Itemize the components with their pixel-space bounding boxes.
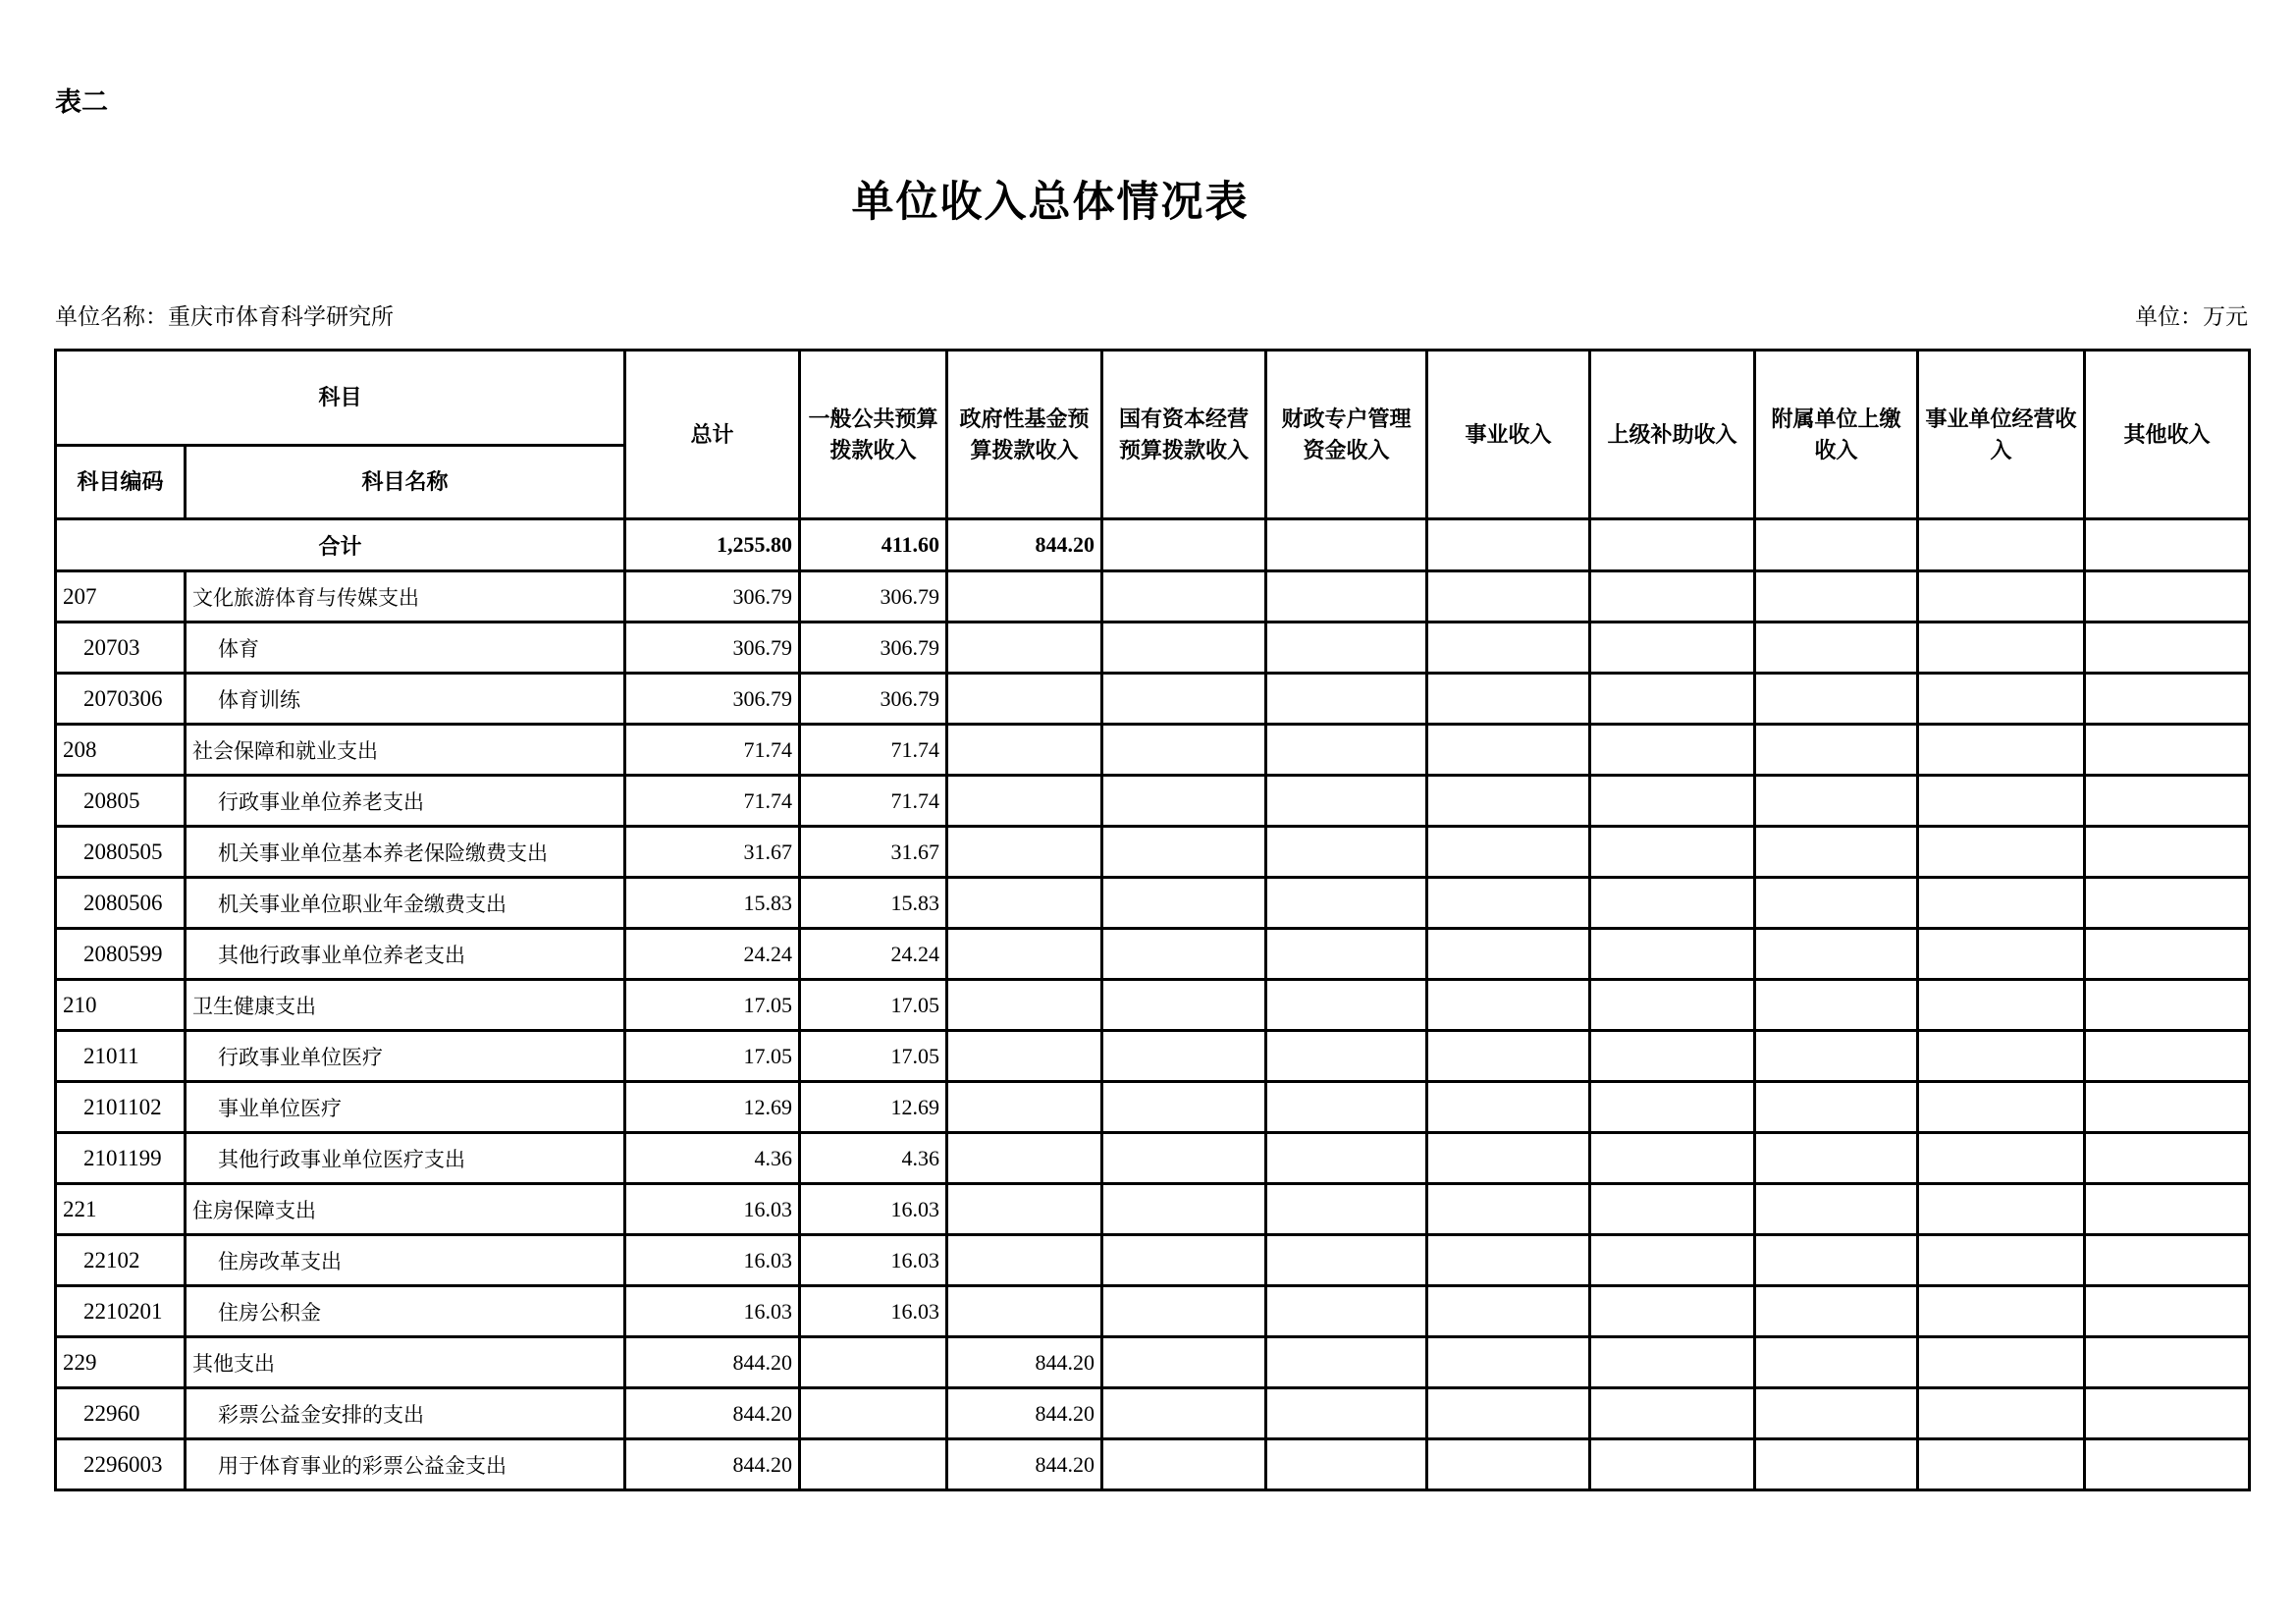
subject-name-cell: 其他支出 (186, 1337, 625, 1388)
value-cell-8 (1918, 1184, 2085, 1235)
value-cell-9 (2085, 776, 2250, 827)
subject-code-cell: 2080506 (56, 878, 186, 929)
subject-code-cell: 20703 (56, 623, 186, 674)
value-cell-6 (1590, 571, 1755, 623)
value-cell-3 (1102, 1337, 1266, 1388)
subject-code-cell: 229 (56, 1337, 186, 1388)
value-cell-8 (1918, 776, 2085, 827)
page-title: 单位收入总体情况表 (851, 180, 1250, 226)
subject-code-cell: 208 (56, 725, 186, 776)
value-cell-0: 71.74 (625, 725, 800, 776)
subject-code-cell: 22960 (56, 1388, 186, 1439)
value-cell-4 (1266, 1235, 1427, 1286)
value-cell-8 (1918, 1439, 2085, 1490)
value-cell-6 (1590, 1082, 1755, 1133)
subject-code-cell: 20805 (56, 776, 186, 827)
value-cell-7 (1755, 674, 1918, 725)
value-cell-3 (1102, 980, 1266, 1031)
value-cell-3 (1102, 623, 1266, 674)
value-cell-9 (2085, 1082, 2250, 1133)
value-cell-5 (1427, 674, 1590, 725)
table-row-207 (56, 571, 2250, 623)
subject-name-cell: 住房保障支出 (186, 1184, 625, 1235)
value-cell-8 (1918, 878, 2085, 929)
subject-code-header-cell: 科目编码 (56, 446, 186, 519)
value-cell-3 (1102, 1388, 1266, 1439)
value-cell-4 (1266, 1133, 1427, 1184)
table-row-21011 (56, 1031, 2250, 1082)
grand-total-value-4 (1266, 519, 1427, 571)
value-cell-6 (1590, 1286, 1755, 1337)
value-cell-5 (1427, 1337, 1590, 1388)
table-row-2101102 (56, 1082, 2250, 1133)
value-cell-5 (1427, 1388, 1590, 1439)
column-header-4: 财政专户管理资金收入 (1266, 351, 1427, 519)
column-header-1: 一般公共预算拨款收入 (800, 351, 947, 519)
subject-header-cell: 科目 (56, 351, 625, 446)
value-cell-7 (1755, 776, 1918, 827)
table-row-229 (56, 1337, 2250, 1388)
value-cell-4 (1266, 571, 1427, 623)
value-cell-1: 16.03 (800, 1286, 947, 1337)
value-cell-0: 4.36 (625, 1133, 800, 1184)
column-header-6: 上级补助收入 (1590, 351, 1755, 519)
value-cell-9 (2085, 1184, 2250, 1235)
subject-code-cell: 2101199 (56, 1133, 186, 1184)
value-cell-6 (1590, 1133, 1755, 1184)
value-cell-4 (1266, 980, 1427, 1031)
value-cell-6 (1590, 1388, 1755, 1439)
value-cell-6 (1590, 980, 1755, 1031)
value-cell-6 (1590, 1184, 1755, 1235)
value-cell-0: 31.67 (625, 827, 800, 878)
value-cell-4 (1266, 1286, 1427, 1337)
value-cell-8 (1918, 674, 2085, 725)
subject-name-header-cell: 科目名称 (186, 446, 625, 519)
value-cell-1 (800, 1439, 947, 1490)
value-cell-9 (2085, 878, 2250, 929)
value-cell-5 (1427, 725, 1590, 776)
table-row-221 (56, 1184, 2250, 1235)
value-cell-9 (2085, 1031, 2250, 1082)
value-cell-8 (1918, 1337, 2085, 1388)
table-row-22102 (56, 1235, 2250, 1286)
value-cell-8 (1918, 623, 2085, 674)
subject-code-cell: 2210201 (56, 1286, 186, 1337)
value-cell-2 (947, 1082, 1102, 1133)
value-cell-3 (1102, 1184, 1266, 1235)
value-cell-9 (2085, 1286, 2250, 1337)
subject-name-cell: 文化旅游体育与传媒支出 (186, 571, 625, 623)
subject-name-cell: 事业单位医疗 (186, 1082, 625, 1133)
value-cell-3 (1102, 929, 1266, 980)
value-cell-1: 16.03 (800, 1235, 947, 1286)
value-cell-2 (947, 1235, 1102, 1286)
subject-code-cell: 2080599 (56, 929, 186, 980)
table-row-20805 (56, 776, 2250, 827)
subject-code-cell: 2080505 (56, 827, 186, 878)
subject-name-cell: 社会保障和就业支出 (186, 725, 625, 776)
value-cell-2 (947, 1184, 1102, 1235)
subject-name-cell: 机关事业单位基本养老保险缴费支出 (186, 827, 625, 878)
income-summary-table (54, 349, 2251, 1491)
value-cell-5 (1427, 1439, 1590, 1490)
unit-measure-label: 单位：万元 (2135, 304, 2248, 329)
column-header-9: 其他收入 (2085, 351, 2250, 519)
value-cell-7 (1755, 1082, 1918, 1133)
subject-name-cell: 彩票公益金安排的支出 (186, 1388, 625, 1439)
subject-name-cell: 机关事业单位职业年金缴费支出 (186, 878, 625, 929)
table-row-2080505 (56, 827, 2250, 878)
value-cell-6 (1590, 776, 1755, 827)
value-cell-2: 844.20 (947, 1337, 1102, 1388)
value-cell-2 (947, 980, 1102, 1031)
subject-name-cell: 住房公积金 (186, 1286, 625, 1337)
value-cell-3 (1102, 725, 1266, 776)
value-cell-5 (1427, 1286, 1590, 1337)
value-cell-2 (947, 1133, 1102, 1184)
subject-code-cell: 221 (56, 1184, 186, 1235)
value-cell-3 (1102, 1031, 1266, 1082)
value-cell-9 (2085, 1235, 2250, 1286)
value-cell-8 (1918, 929, 2085, 980)
value-cell-7 (1755, 1184, 1918, 1235)
value-cell-0: 16.03 (625, 1184, 800, 1235)
subject-name-cell: 行政事业单位医疗 (186, 1031, 625, 1082)
value-cell-9 (2085, 571, 2250, 623)
value-cell-8 (1918, 1031, 2085, 1082)
subject-name-cell: 住房改革支出 (186, 1235, 625, 1286)
value-cell-7 (1755, 1133, 1918, 1184)
value-cell-2 (947, 878, 1102, 929)
grand-total-value-1: 411.60 (800, 519, 947, 571)
value-cell-6 (1590, 878, 1755, 929)
table-row-22960 (56, 1388, 2250, 1439)
value-cell-7 (1755, 1286, 1918, 1337)
value-cell-0: 17.05 (625, 980, 800, 1031)
value-cell-5 (1427, 929, 1590, 980)
value-cell-4 (1266, 1184, 1427, 1235)
value-cell-8 (1918, 1388, 2085, 1439)
column-header-3: 国有资本经营预算拨款收入 (1102, 351, 1266, 519)
value-cell-3 (1102, 1133, 1266, 1184)
value-cell-7 (1755, 1031, 1918, 1082)
value-cell-3 (1102, 1439, 1266, 1490)
value-cell-4 (1266, 1388, 1427, 1439)
table-sequence-label: 表二 (55, 87, 108, 117)
value-cell-4 (1266, 623, 1427, 674)
value-cell-6 (1590, 929, 1755, 980)
value-cell-8 (1918, 571, 2085, 623)
value-cell-4 (1266, 929, 1427, 980)
value-cell-1: 306.79 (800, 623, 947, 674)
value-cell-0: 15.83 (625, 878, 800, 929)
grand-total-value-3 (1102, 519, 1266, 571)
value-cell-5 (1427, 827, 1590, 878)
value-cell-2 (947, 1286, 1102, 1337)
value-cell-2 (947, 1031, 1102, 1082)
table-body (56, 519, 2250, 1490)
value-cell-7 (1755, 980, 1918, 1031)
table-row-2101199 (56, 1133, 2250, 1184)
value-cell-9 (2085, 929, 2250, 980)
value-cell-5 (1427, 1133, 1590, 1184)
value-cell-7 (1755, 725, 1918, 776)
value-cell-1: 306.79 (800, 571, 947, 623)
value-cell-7 (1755, 929, 1918, 980)
value-cell-2 (947, 776, 1102, 827)
value-cell-9 (2085, 1388, 2250, 1439)
value-cell-5 (1427, 1031, 1590, 1082)
value-cell-4 (1266, 674, 1427, 725)
value-cell-3 (1102, 1082, 1266, 1133)
value-cell-9 (2085, 1133, 2250, 1184)
value-cell-9 (2085, 725, 2250, 776)
value-cell-8 (1918, 1133, 2085, 1184)
value-cell-5 (1427, 776, 1590, 827)
value-cell-2 (947, 929, 1102, 980)
value-cell-7 (1755, 1337, 1918, 1388)
value-cell-7 (1755, 1235, 1918, 1286)
column-header-2: 政府性基金预算拨款收入 (947, 351, 1102, 519)
column-header-5: 事业收入 (1427, 351, 1590, 519)
value-cell-1: 71.74 (800, 725, 947, 776)
subject-name-cell: 用于体育事业的彩票公益金支出 (186, 1439, 625, 1490)
value-cell-4 (1266, 776, 1427, 827)
value-cell-0: 306.79 (625, 623, 800, 674)
value-cell-9 (2085, 1439, 2250, 1490)
value-cell-7 (1755, 623, 1918, 674)
column-header-0: 总计 (625, 351, 800, 519)
value-cell-8 (1918, 725, 2085, 776)
value-cell-0: 306.79 (625, 571, 800, 623)
subject-name-cell: 其他行政事业单位养老支出 (186, 929, 625, 980)
value-cell-1: 4.36 (800, 1133, 947, 1184)
value-cell-8 (1918, 1082, 2085, 1133)
value-cell-2 (947, 725, 1102, 776)
value-cell-5 (1427, 571, 1590, 623)
value-cell-1: 71.74 (800, 776, 947, 827)
grand-total-value-6 (1590, 519, 1755, 571)
table-row-208 (56, 725, 2250, 776)
table-row-2210201 (56, 1286, 2250, 1337)
subject-name-cell: 其他行政事业单位医疗支出 (186, 1133, 625, 1184)
grand-total-value-5 (1427, 519, 1590, 571)
value-cell-4 (1266, 827, 1427, 878)
value-cell-5 (1427, 1184, 1590, 1235)
table-row-2080506 (56, 878, 2250, 929)
value-cell-9 (2085, 980, 2250, 1031)
value-cell-4 (1266, 725, 1427, 776)
value-cell-1: 17.05 (800, 980, 947, 1031)
grand-total-value-0: 1,255.80 (625, 519, 800, 571)
value-cell-6 (1590, 623, 1755, 674)
value-cell-6 (1590, 674, 1755, 725)
column-header-7: 附属单位上缴收入 (1755, 351, 1918, 519)
value-cell-1: 15.83 (800, 878, 947, 929)
value-cell-2: 844.20 (947, 1388, 1102, 1439)
value-cell-5 (1427, 1235, 1590, 1286)
value-cell-3 (1102, 776, 1266, 827)
value-cell-4 (1266, 1337, 1427, 1388)
value-cell-1: 31.67 (800, 827, 947, 878)
value-cell-7 (1755, 571, 1918, 623)
value-cell-5 (1427, 1082, 1590, 1133)
value-cell-8 (1918, 827, 2085, 878)
value-cell-8 (1918, 1235, 2085, 1286)
value-cell-1 (800, 1337, 947, 1388)
value-cell-3 (1102, 1235, 1266, 1286)
unit-name-label: 单位名称：重庆市体育科学研究所 (55, 304, 394, 329)
value-cell-1: 306.79 (800, 674, 947, 725)
grand-total-value-8 (1918, 519, 2085, 571)
table-row-2296003 (56, 1439, 2250, 1490)
value-cell-2 (947, 827, 1102, 878)
value-cell-1 (800, 1388, 947, 1439)
table-row-210 (56, 980, 2250, 1031)
grand-total-value-9 (2085, 519, 2250, 571)
value-cell-1: 24.24 (800, 929, 947, 980)
value-cell-3 (1102, 674, 1266, 725)
column-header-8: 事业单位经营收入 (1918, 351, 2085, 519)
value-cell-6 (1590, 1337, 1755, 1388)
value-cell-9 (2085, 674, 2250, 725)
subject-name-cell: 体育训练 (186, 674, 625, 725)
table-row-2070306 (56, 674, 2250, 725)
value-cell-7 (1755, 827, 1918, 878)
value-cell-4 (1266, 1031, 1427, 1082)
subject-code-cell: 21011 (56, 1031, 186, 1082)
value-cell-5 (1427, 980, 1590, 1031)
value-cell-5 (1427, 623, 1590, 674)
value-cell-6 (1590, 725, 1755, 776)
value-cell-9 (2085, 827, 2250, 878)
value-cell-1: 16.03 (800, 1184, 947, 1235)
value-cell-4 (1266, 1439, 1427, 1490)
subject-code-cell: 2101102 (56, 1082, 186, 1133)
value-cell-2 (947, 623, 1102, 674)
value-cell-3 (1102, 1286, 1266, 1337)
value-cell-9 (2085, 1337, 2250, 1388)
value-cell-4 (1266, 1082, 1427, 1133)
value-cell-0: 16.03 (625, 1286, 800, 1337)
value-cell-2 (947, 674, 1102, 725)
value-cell-7 (1755, 1439, 1918, 1490)
table-row-2080599 (56, 929, 2250, 980)
value-cell-2 (947, 571, 1102, 623)
value-cell-0: 844.20 (625, 1439, 800, 1490)
value-cell-1: 17.05 (800, 1031, 947, 1082)
value-cell-8 (1918, 980, 2085, 1031)
value-cell-0: 16.03 (625, 1235, 800, 1286)
subject-code-cell: 210 (56, 980, 186, 1031)
table-header (56, 351, 2250, 519)
value-cell-1: 12.69 (800, 1082, 947, 1133)
grand-total-row (56, 519, 2250, 571)
value-cell-3 (1102, 878, 1266, 929)
grand-total-value-7 (1755, 519, 1918, 571)
value-cell-0: 844.20 (625, 1337, 800, 1388)
subject-name-cell: 卫生健康支出 (186, 980, 625, 1031)
value-cell-8 (1918, 1286, 2085, 1337)
header-row-1 (56, 351, 2250, 446)
value-cell-3 (1102, 571, 1266, 623)
subject-code-cell: 2070306 (56, 674, 186, 725)
value-cell-7 (1755, 878, 1918, 929)
value-cell-0: 71.74 (625, 776, 800, 827)
value-cell-7 (1755, 1388, 1918, 1439)
value-cell-6 (1590, 827, 1755, 878)
value-cell-4 (1266, 878, 1427, 929)
table-row-20703 (56, 623, 2250, 674)
value-cell-0: 844.20 (625, 1388, 800, 1439)
value-cell-0: 306.79 (625, 674, 800, 725)
grand-total-value-2: 844.20 (947, 519, 1102, 571)
value-cell-9 (2085, 623, 2250, 674)
value-cell-3 (1102, 827, 1266, 878)
value-cell-6 (1590, 1031, 1755, 1082)
value-cell-6 (1590, 1235, 1755, 1286)
value-cell-0: 17.05 (625, 1031, 800, 1082)
value-cell-6 (1590, 1439, 1755, 1490)
subject-name-cell: 体育 (186, 623, 625, 674)
subject-name-cell: 行政事业单位养老支出 (186, 776, 625, 827)
value-cell-0: 12.69 (625, 1082, 800, 1133)
value-cell-5 (1427, 878, 1590, 929)
subject-code-cell: 207 (56, 571, 186, 623)
subject-code-cell: 22102 (56, 1235, 186, 1286)
value-cell-0: 24.24 (625, 929, 800, 980)
grand-total-label-cell: 合计 (56, 519, 625, 571)
subject-code-cell: 2296003 (56, 1439, 186, 1490)
value-cell-2: 844.20 (947, 1439, 1102, 1490)
